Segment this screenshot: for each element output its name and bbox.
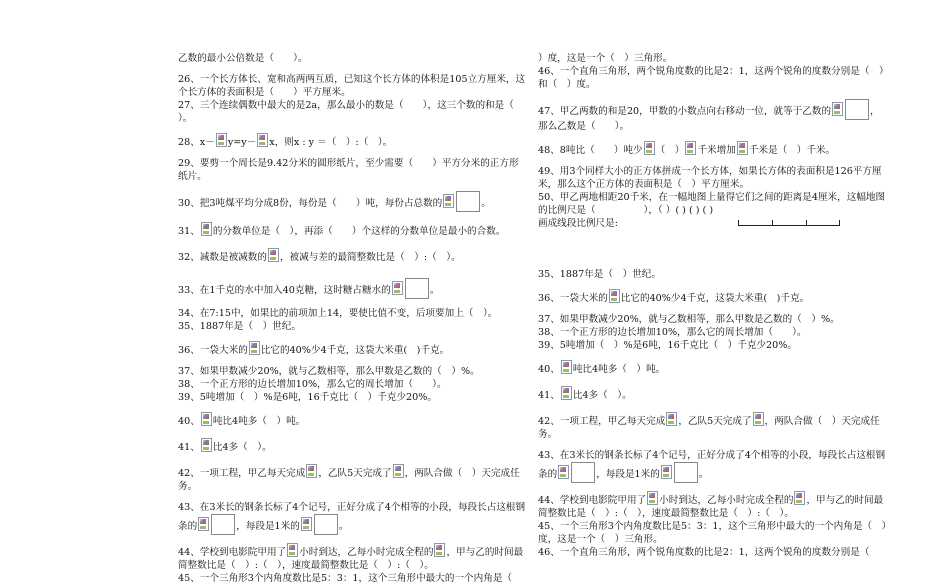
fraction-image-icon [301,517,312,531]
question-41: 41、 比4多（ ）。 [178,438,528,454]
question-46: 46、一个直角三角形，两个锐角度数的比是2：1，这两个锐角的度数分别是（ ）和（ ）度。 [538,66,884,90]
fraction-image-icon [201,412,212,426]
fraction-image-icon [647,491,658,505]
question-38: 38、一个正方形的边长增加10%，那么它的周长增加（ ）。 [178,379,447,390]
question-45-tail: ）度，这是一个（ ）三角形。 [538,53,673,64]
question-45-repeat: 45、一个三角形3个内角度数比是5：3：1，这个三角形中最大的一个内角是（ ）度，这是一个（ ）三角形。 [538,521,887,545]
answer-box [845,99,869,120]
fraction-image-icon [661,465,672,479]
scale-line-row: 画成线段比例尺是: [538,217,888,230]
fraction-image-icon [443,194,454,208]
question-30: 30、把3吨煤平均分成8份，每份是（ ）吨，每份占总数的 。 [178,191,528,212]
question-35: 35、1887年是（ ）世纪。 [178,321,301,332]
question-50: 50、甲乙两地相距20千米，在一幅地图上量得它们之间的距离是4厘米，这幅地图的比例尺是（ ），（ ）( ) ( ) ( ) [538,192,886,216]
fraction-image-icon [561,360,572,374]
fraction-image-icon [198,517,209,531]
question-32: 32、减数是被减数的 ，被减与差的最简整数比是（ ）:（ ）。 [178,248,528,264]
question-28: 28、x－ y=y－ x，则x : y ＝（ ）:（ ）。 [178,133,528,149]
fraction-image-icon [832,102,843,116]
question-25-tail: 乙数的最小公倍数是（ ）。 [178,53,308,64]
question-47: 47、甲乙两数的和是20，甲数的小数点向右移动一位，就等于乙数的 ，那么乙数是（ ）。 [538,99,888,133]
fraction-image-icon [393,464,404,478]
line-segment-scale [738,219,840,226]
fraction-image-icon [737,141,748,155]
question-31: 31、 的分数单位是（ ），再添（ ）个这样的分数单位是最小的合数。 [178,222,528,238]
fraction-image-icon [685,141,696,155]
question-42: 42、一项工程，甲乙每天完成 ，乙队5天完成了 ，两队合做（ ）天完成任务。 [178,464,528,493]
question-43-repeat: 43、在3米长的钢条长标了4个记号，正好分成了4个相等的小段，每段长占这根钢条的 ，每段是1米的 。 [538,449,888,483]
answer-box [211,514,235,535]
question-34: 34、在7:15中，如果比的前项加上14，要使比值不变，后项要加上（ ）。 [178,308,498,319]
question-44: 44、学校到电影院甲用了 小时到达，乙每小时完成全程的 ，甲与乙的时间最简整数比是（ ）:（ ），速度最简整数比是（ ）:（ ）。 [178,543,528,572]
fraction-image-icon [609,289,620,303]
fraction-image-icon [268,248,279,262]
fraction-image-icon [257,133,268,147]
question-44-repeat: 44、学校到电影院甲用了 小时到达，乙每小时完成全程的 ，甲与乙的时间最简整数比是（ ）:（ ），速度最简整数比是（ ）:（ ）。 [538,491,888,520]
fraction-image-icon [392,281,403,295]
answer-box [456,191,480,212]
question-35-repeat: 35、1887年是（ ）世纪。 [538,269,661,280]
fraction-image-icon [216,133,227,147]
fraction-image-icon [644,141,655,155]
fraction-image-icon [306,464,317,478]
question-37-repeat: 37、如果甲数减少20%，就与乙数相等，那么甲数是乙数的（ ）%。 [538,314,840,325]
question-36-repeat: 36、一袋大米的 比它的40%少4千克，这袋大米重( )千克。 [538,289,888,305]
answer-box [314,514,338,535]
fraction-image-icon [561,386,572,400]
fraction-image-icon [753,412,764,426]
fraction-image-icon [558,465,569,479]
question-45: 45、一个三角形3个内角度数比是5：3：1，这个三角形中最大的一个内角是（ [178,573,513,584]
fraction-image-icon [201,438,212,452]
fraction-image-icon [434,543,445,557]
question-27: 27、三个连续偶数中最大的是2a，那么最小的数是（ ），这三个数的和是（ ）。 [178,100,534,124]
question-36: 36、一袋大米的 比它的40%少4千克，这袋大米重( )千克。 [178,341,528,357]
answer-box [405,278,429,299]
question-39: 39、5吨增加（ ）%是6吨，16千克比（ ）千克少20%。 [178,392,437,403]
question-37: 37、如果甲数减少20%，就与乙数相等，那么甲数是乙数的（ ）%。 [178,366,480,377]
question-42-repeat: 42、一项工程，甲乙每天完成 ，乙队5天完成了 ，两队合做（ ）天完成任务。 [538,412,888,441]
question-33: 33、在1千克的水中加入40克糖，这时糖占糖水的 。 [178,278,528,299]
fraction-image-icon [201,222,212,236]
answer-box [571,462,595,483]
question-48: 48、8吨比（ ）吨少 （ ） 千米增加 千米是（ ）千米。 [538,141,888,157]
question-39-repeat: 39、5吨增加（ ）%是6吨，16千克比（ ）千克少20%。 [538,340,797,351]
question-38-repeat: 38、一个正方形的边长增加10%，那么它的周长增加（ ）。 [538,327,807,338]
right-column [538,52,888,559]
question-49: 49、用3个同样大小的正方体拼成一个长方体，如果长方体的表面积是126平方厘米，那么这个正方体的表面积是（ ）平方厘米。 [538,166,882,190]
fraction-image-icon [794,491,805,505]
question-46-repeat: 46、一个直角三角形，两个锐角度数的比是2：1，这两个锐角的度数分别是（ [538,547,870,558]
fraction-image-icon [287,543,298,557]
answer-box [674,462,698,483]
question-43: 43、在3米长的钢条长标了4个记号，正好分成了4个相等的小段，每段长占这根钢条的 ，每段是1米的 。 [178,501,528,535]
fraction-image-icon [249,341,260,355]
question-29: 29、要剪一个周长是9.42分米的圆形纸片，至少需要（ ）平方分米的正方形纸片。 [178,158,519,182]
question-41-repeat: 41、 比4多（ ）。 [538,386,888,402]
question-26: 26、一个长方体长、宽和高两两互质，已知这个长方体的体积是105立方厘米，这个长方体的表面积是（ ）平方厘米。 [178,74,526,98]
fraction-image-icon [666,412,677,426]
question-40-repeat: 40、 吨比4吨多（ ）吨。 [538,360,888,376]
question-40: 40、 吨比4吨多（ ）吨。 [178,412,528,428]
left-column [178,52,534,585]
